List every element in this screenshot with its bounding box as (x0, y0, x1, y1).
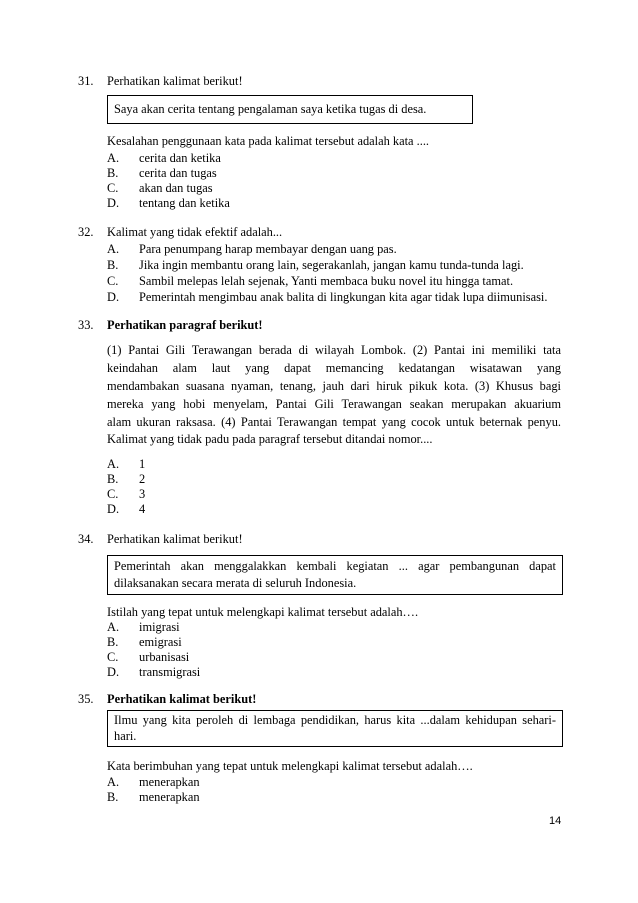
option-text: cerita dan tugas (139, 166, 217, 180)
option-letter: B. (107, 790, 119, 804)
paragraph-line: keindahan alam laut yang dapat memancing kedatangan wisatawan yang (107, 361, 561, 375)
page-number: 14 (549, 815, 562, 827)
option-letter: B. (107, 166, 119, 180)
option-letter: A. (107, 151, 120, 165)
question-text: Istilah yang tepat untuk melengkapi kalimat tersebut adalah…. (107, 605, 419, 619)
question-number: 34. (78, 532, 94, 546)
option-text: Para penumpang harap membayar dengan uang pas. (139, 242, 397, 256)
paragraph-line: alam ukuran raksasa. (4) Pantai Terawangan tempat yang cocok untuk beternak penyu. (107, 415, 561, 429)
option-text: menerapkan (139, 790, 200, 804)
box-line: Pemerintah akan menggalakkan kembali kegiatan ... agar pembangunan dapat (114, 559, 556, 573)
sentence-box (107, 710, 563, 747)
option-letter: B. (107, 258, 119, 272)
option-text: 1 (139, 457, 146, 471)
option-letter: B. (107, 472, 119, 486)
question-prompt: Perhatikan paragraf berikut! (107, 318, 263, 332)
question-text: Kata berimbuhan yang tepat untuk melengkapi kalimat tersebut adalah…. (107, 759, 473, 773)
option-letter: D. (107, 665, 120, 679)
question-text: Kalimat yang tidak padu pada paragraf tersebut ditandai nomor.... (107, 432, 433, 446)
option-letter: A. (107, 775, 120, 789)
option-text: Jika ingin membantu orang lain, segerakanlah, jangan kamu tunda-tunda lagi. (139, 258, 524, 272)
box-line: Ilmu yang kita peroleh di lembaga pendidikan, harus kita ...dalam kehidupan sehari- (114, 713, 556, 727)
sentence-box (107, 95, 473, 124)
option-letter: A. (107, 620, 120, 634)
question-number: 33. (78, 318, 94, 332)
question-prompt: Perhatikan kalimat berikut! (107, 532, 243, 546)
option-text: menerapkan (139, 775, 200, 789)
paragraph-line: (1) Pantai Gili Terawangan berada di wilayah Lombok. (2) Pantai ini memiliki tata (107, 343, 561, 357)
option-letter: C. (107, 650, 119, 664)
option-text: akan dan tugas (139, 181, 213, 195)
question-number: 31. (78, 74, 94, 88)
option-letter: A. (107, 242, 120, 256)
question-prompt: Perhatikan kalimat berikut! (107, 692, 257, 706)
option-text: Pemerintah mengimbau anak balita di lingkungan kita agar tidak lupa diimunisasi. (139, 290, 548, 304)
option-text: 2 (139, 472, 146, 486)
option-text: 3 (139, 487, 146, 501)
sentence-box (107, 555, 563, 595)
question-number: 35. (78, 692, 94, 706)
option-letter: D. (107, 290, 120, 304)
option-text: imigrasi (139, 620, 180, 634)
paragraph-line: mendambakan suasana nyaman, tenang, jauh dari hiruk pikuk kota. (3) Khusus bagi (107, 379, 561, 393)
option-text: 4 (139, 502, 146, 516)
option-letter: D. (107, 196, 120, 210)
question-text: Kesalahan penggunaan kata pada kalimat tersebut adalah kata .... (107, 134, 430, 148)
question-number: 32. (78, 225, 94, 239)
box-text: Saya akan cerita tentang pengalaman saya ketika tugas di desa. (114, 102, 427, 116)
option-letter: A. (107, 457, 120, 471)
paragraph (107, 341, 561, 431)
paragraph-line: mereka yang hobi menyelam, Pantai Gili Terawangan seakan merupakan akuarium (107, 397, 561, 411)
option-letter: C. (107, 487, 119, 501)
option-letter: C. (107, 181, 119, 195)
option-letter: C. (107, 274, 119, 288)
box-line: hari. (114, 729, 137, 743)
question-prompt: Kalimat yang tidak efektif adalah... (107, 225, 283, 239)
option-letter: B. (107, 635, 119, 649)
option-text: Sambil melepas lelah sejenak, Yanti membaca buku novel itu hingga tamat. (139, 274, 514, 288)
option-text: transmigrasi (139, 665, 201, 679)
option-text: tentang dan ketika (139, 196, 230, 210)
option-text: urbanisasi (139, 650, 190, 664)
option-text: cerita dan ketika (139, 151, 221, 165)
option-text: emigrasi (139, 635, 182, 649)
option-letter: D. (107, 502, 120, 516)
question-prompt: Perhatikan kalimat berikut! (107, 74, 243, 88)
box-line: dilaksanakan secara merata di seluruh Indonesia. (114, 576, 357, 590)
